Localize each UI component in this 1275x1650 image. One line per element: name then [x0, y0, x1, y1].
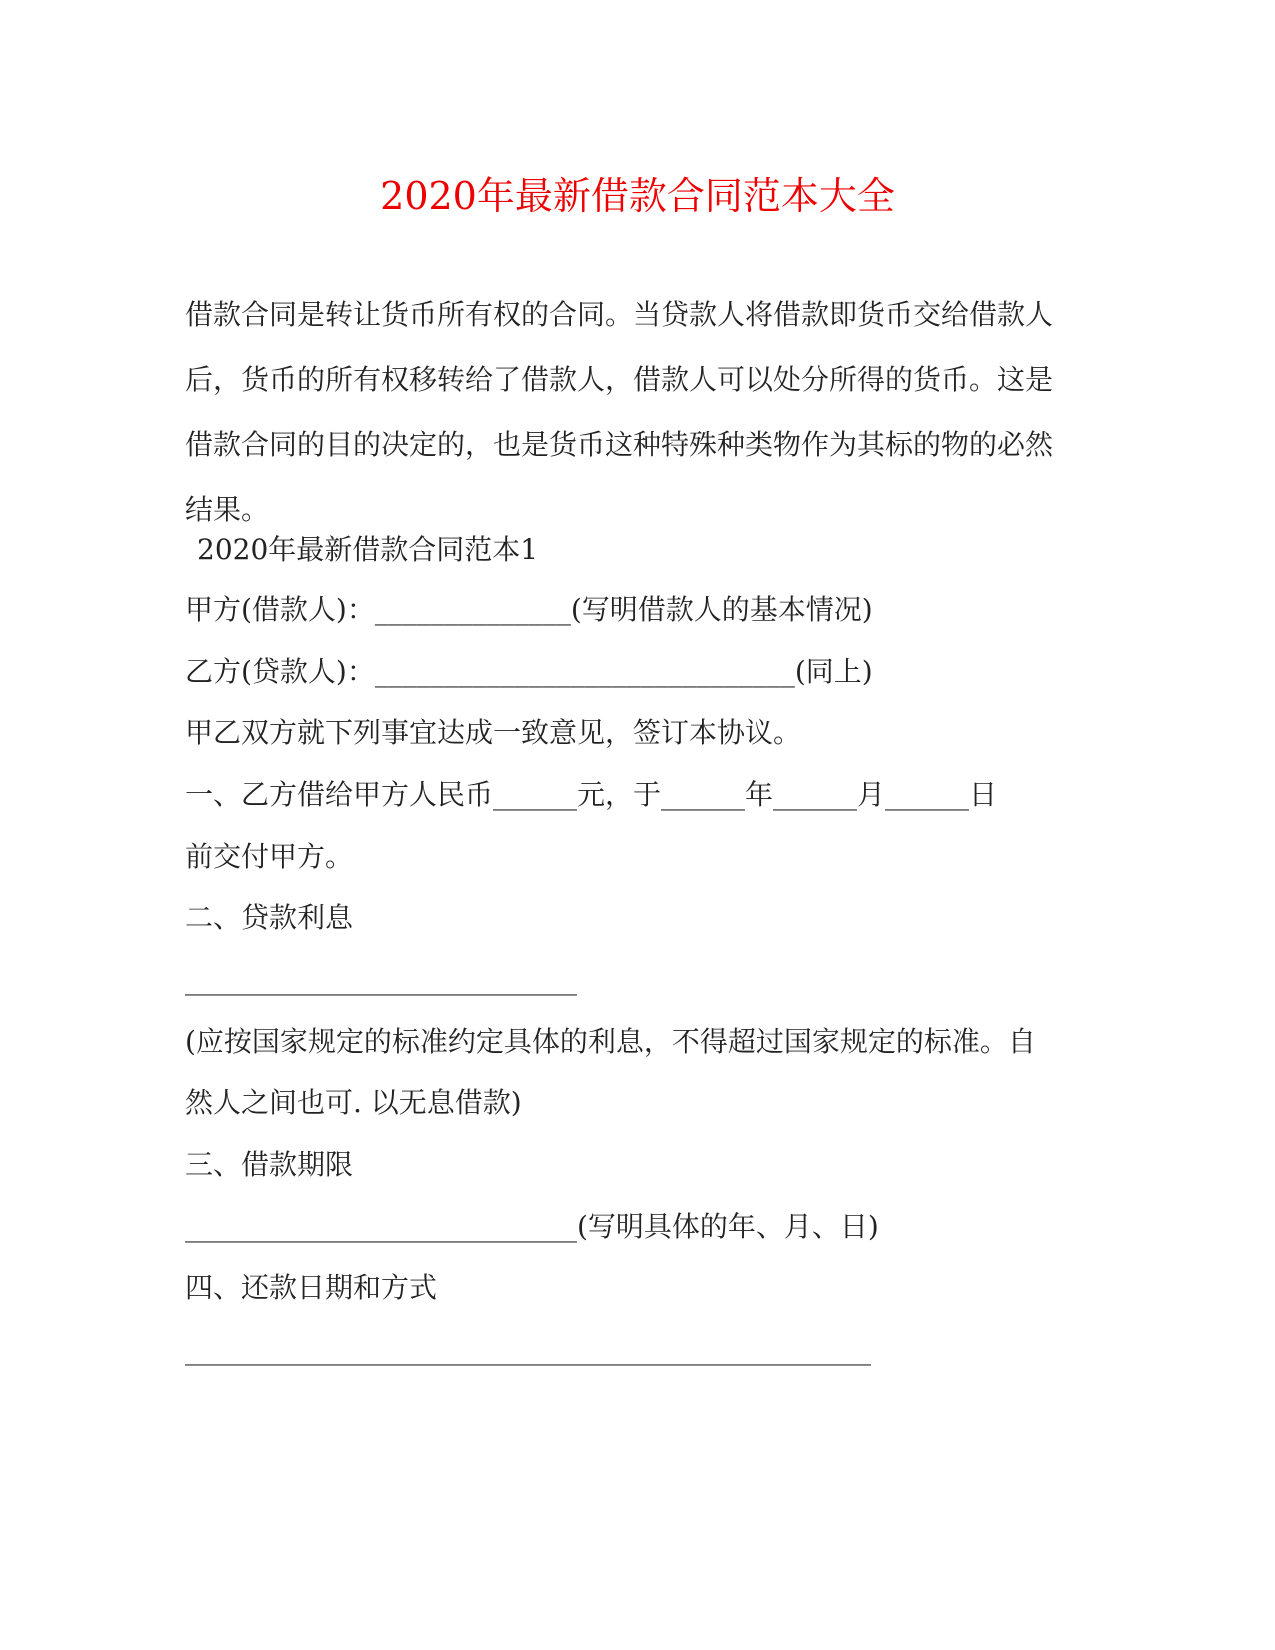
- clause3-heading: 三、借款期限: [185, 1148, 354, 1181]
- intro-line: 结果。: [185, 493, 270, 526]
- clause3-blank: ____________________________(写明具体的年、月、日): [185, 1210, 879, 1243]
- intro-paragraph: [185, 282, 1095, 542]
- clause2-note-line1: (应按国家规定的标准约定具体的利息，不得超过国家规定的标准。自: [185, 1025, 1036, 1058]
- party-b-line: 乙方(贷款人)：______________________________(同上): [185, 655, 873, 688]
- clause2-blank: ____________________________: [185, 963, 577, 996]
- clause1-line2: 前交付甲方。: [185, 840, 354, 873]
- clause2-note-line2: 然人之间也可. 以无息借款): [185, 1086, 522, 1119]
- intro-line: 借款合同的目的决定的，也是货币这种特殊种类物作为其标的物的必然: [185, 428, 1054, 461]
- document-title: 2020年最新借款合同范本大全: [380, 174, 895, 218]
- clause2-heading: 二、贷款利息: [185, 901, 354, 934]
- clause4-blank: _________________________________________________: [185, 1333, 871, 1366]
- party-a-line: 甲方(借款人)：______________(写明借款人的基本情况): [185, 593, 873, 626]
- intro-line: 借款合同是转让货币所有权的合同。当贷款人将借款即货币交给借款人: [185, 298, 1054, 331]
- clause4-heading: 四、还款日期和方式: [185, 1271, 438, 1304]
- clause1-line1: 一、乙方借给甲方人民币______元，于______年______月______日: [185, 778, 998, 811]
- agreement-line: 甲乙双方就下列事宜达成一致意见，签订本协议。: [185, 716, 802, 749]
- intro-line: 后，货币的所有权移转给了借款人，借款人可以处分所得的货币。这是: [185, 363, 1054, 396]
- sample-heading: 2020年最新借款合同范本1: [197, 533, 539, 566]
